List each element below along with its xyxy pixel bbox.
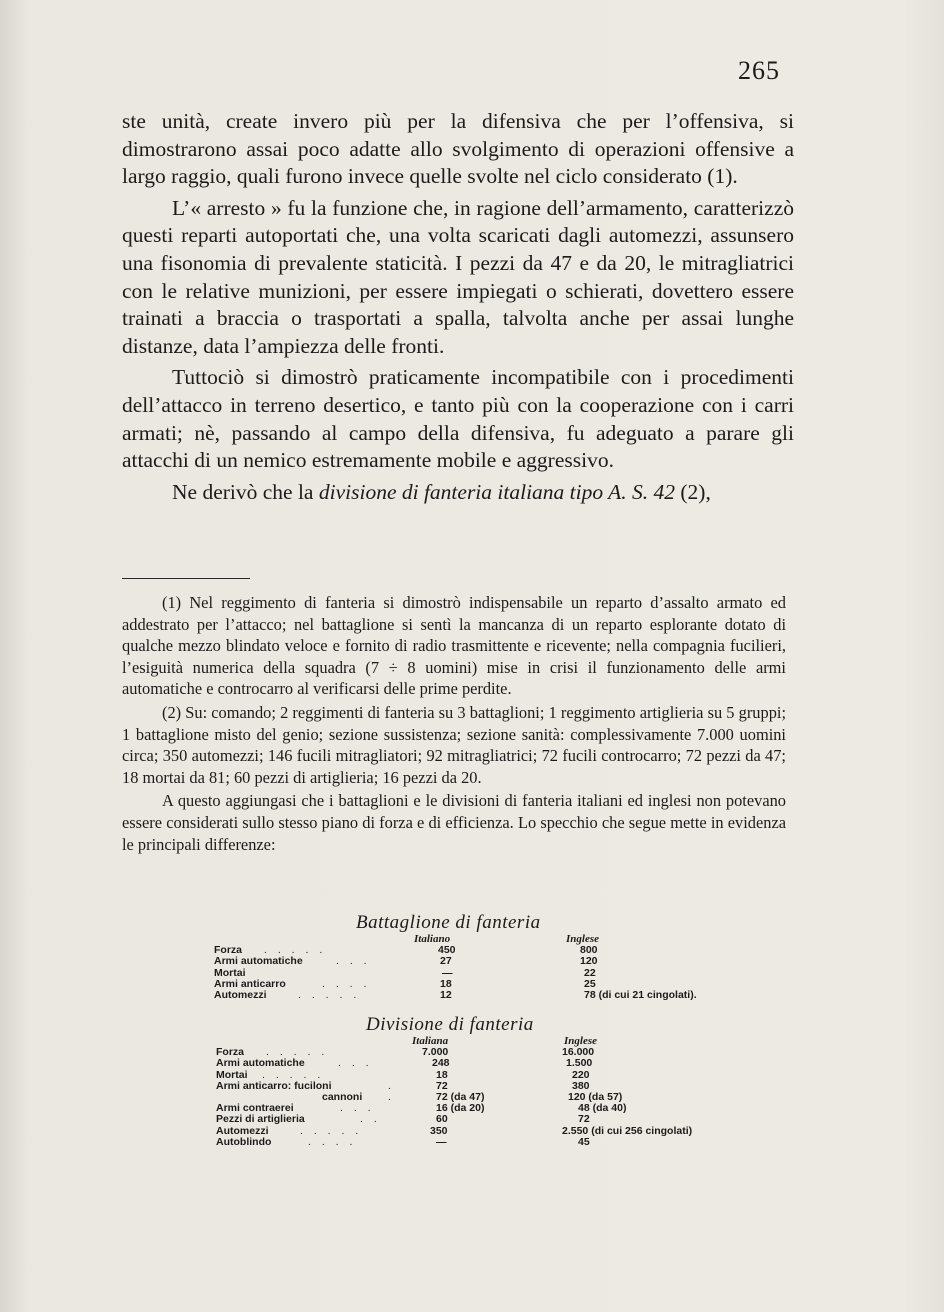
table-row: Automezzi . . . . . 350 2.550 (di cui 256 cingolati) <box>216 1124 693 1137</box>
table-row: Pezzi di artiglieria . . 60 72 <box>216 1113 590 1126</box>
footnote-1: (1) Nel reggimento di fanteria si dimostrò indispensabile un reparto d’assalto armato ed addestrato per l’attacco; nel battaglione si sentì la mancanza di un reparto esplorante dotato di qualche mezzo blindato veloce e fornito di radio trasmittente e ricevente; nella compagnia fucilieri, l’esiguità numerica della squadra (7 ÷ 8 uomini) mise in crisi il funzionamento delle armi automatiche e controcarro al verificarsi delle prime perdite. <box>122 593 786 699</box>
footnotes <box>122 592 786 855</box>
table1-col-italiano: Italiano <box>414 933 451 945</box>
table-row: Mortai — 22 <box>214 966 596 979</box>
table2-col-italiana: Italiana <box>412 1035 449 1047</box>
paragraph-1: ste unità, create invero più per la difensiva che per l’offensiva, si dimostrarono assai poco adatte allo svolgimento di operazioni offensive a largo raggio, quali furono invece quelle svolte nel ciclo considerato (1). <box>122 109 794 189</box>
footnote-rule <box>122 578 250 579</box>
main-text <box>122 108 794 506</box>
table-row: Armi contraerei . . . 16 (da 20) 48 (da 40) <box>216 1102 627 1115</box>
table-row: Forza . . . . . 7.000 16.000 <box>216 1046 595 1059</box>
table1 <box>214 934 774 1001</box>
paragraph-4-start: Ne derivò che la <box>172 479 319 504</box>
paragraph-4 <box>122 479 794 507</box>
table-row: Autoblindo . . . . — 45 <box>216 1135 590 1148</box>
table-row: Forza . . . . . 450 800 <box>214 944 598 957</box>
table-row: Armi automatiche . . . 248 1.500 <box>216 1057 593 1070</box>
footnote-2: (2) Su: comando; 2 reggimenti di fanteria su 3 battaglioni; 1 reggimento artiglieria su 5 gruppi; 1 battaglione misto del genio; sezione sussistenza; sezione sanità: complessivamente 7.000 uomini circa; 350 automezzi; 146 fucili mitragliatori; 92 mitragliatrici; 72 fucili controcarro; 72 pezzi da 47; 18 mortai da 81; 60 pezzi di artiglieria; 16 pezzi da 20. <box>122 702 786 787</box>
division-name: divisione di fanteria italiana tipo A. S. 42 <box>318 479 675 504</box>
paragraph-3: Tuttociò si dimostrò praticamente incompatibile con i procedimenti dell’attacco in terreno desertico, e tanto più con la cooperazione con i carri armati; nè, passando al campo della difensiva, fu adeguato a parare gli attacchi di un nemico estremamente mobile e aggressivo. <box>122 365 794 473</box>
paragraph-2: L’« arresto » fu la funzione che, in ragione dell’armamento, caratterizzò questi reparti autoportati che, una volta scaricati dagli automezzi, assunsero una fisonomia di prevalente staticità. I pezzi da 47 e da 20, le mitragliatrici con le relative munizioni, per essere impiegati o schierati, dovettero essere trainati a braccia o trasportati a spalla, talvolta anche per assai lunghe distanze, data l’ampiezza delle fronti. <box>122 195 794 358</box>
table-row: Armi anticarro . . . . 18 25 <box>214 977 596 990</box>
table2-col-inglese: Inglese <box>564 1035 597 1047</box>
table-row: Armi anticarro: fuciloni . 72 380 <box>216 1079 590 1092</box>
page-number: 265 <box>738 56 780 85</box>
table2 <box>216 1036 776 1148</box>
table-row: Mortai . . . . . 18 220 <box>216 1068 590 1081</box>
table-row: Armi automatiche . . . 27 120 <box>214 955 598 968</box>
table1-col-inglese: Inglese <box>566 933 599 945</box>
table2-title: Divisione di fanteria <box>366 1014 534 1035</box>
footnote-continuation: A questo aggiungasi che i battaglioni e le divisioni di fanteria italiani ed inglesi non potevano essere considerati sullo stesso piano di forza e di efficienza. Lo specchio che segue mette in evidenza le principali differenze: <box>122 791 786 854</box>
table-row: cannoni . 72 (da 47) 120 (da 57) <box>322 1090 623 1103</box>
paragraph-4-end: (2), <box>675 479 711 504</box>
table-row: Automezzi . . . . . 12 78 (di cui 21 cingolati). <box>214 988 697 1001</box>
table1-title: Battaglione di fanteria <box>356 912 541 933</box>
